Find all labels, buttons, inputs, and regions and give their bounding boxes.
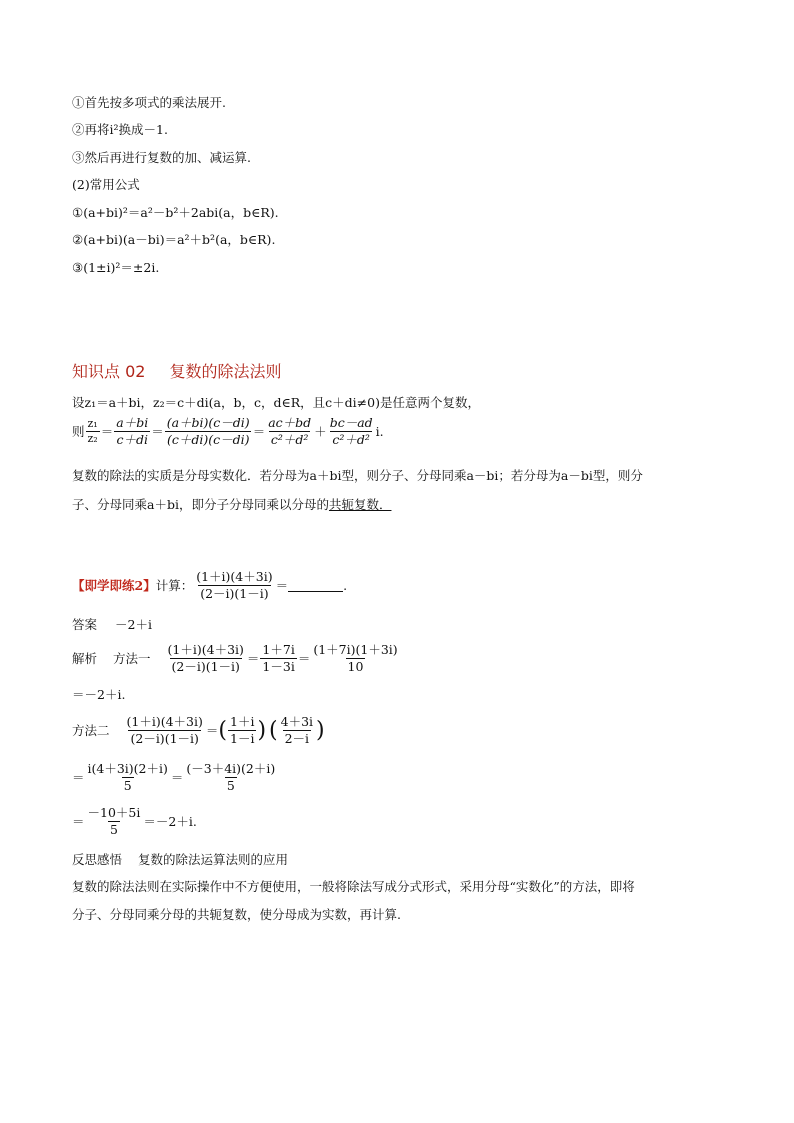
answer-blank: [288, 579, 343, 592]
formula-prefix: 则: [72, 424, 85, 440]
method-label: 方法二: [72, 723, 110, 739]
section-number: 知识点 02: [72, 362, 146, 381]
fraction: $\frac{1+7i}{1-3i}$: [262, 642, 295, 674]
fraction: $\frac{\text{z₁}}{\text{z₂}}$: [87, 416, 98, 445]
paragraph-line: 复数的除法的实质是分母实数化．若分母为a＋bi型，则分子、分母同乘a－bi；若分母为a－bi型，则分: [72, 468, 643, 483]
fraction: $\frac{(1+i)(4+3i)}{(2-i)(1-i)}$: [126, 714, 203, 746]
equals-sign: ＝: [275, 578, 289, 594]
formula-line: ③(1±i)²＝±2i.: [72, 260, 160, 275]
paragraph-text: 子、分母同乘a＋bi，即分子分母同乘以分母的: [72, 497, 329, 512]
underlined-term: 共轭复数．: [328, 497, 392, 512]
fraction: $\frac{(1+7i)(1+3i)}{10}$: [313, 642, 398, 674]
fraction: $\frac{(a+bi)(c-di)}{(c+di)(c-di)}$: [166, 415, 250, 447]
paragraph-line: [72, 496, 391, 514]
reflect-title: 复数的除法运算法则的应用: [138, 852, 289, 867]
fraction: $\frac{(1+i)(4+3i)}{(2-i)(1-i)}$: [196, 569, 273, 601]
fraction: $\frac{4+3i}{2-i}$: [280, 714, 314, 746]
solution-line: ＝ $\frac{-10+5i}{5}$ ＝－2＋i.: [72, 805, 197, 837]
fraction: $\frac{(1+i)(4+3i)}{(2-i)(1-i)}$: [167, 642, 244, 674]
formula-line: ②(a+bi)(a－bi)＝a²＋b²(a，b∈R).: [72, 232, 276, 247]
reflect-label: 反思感悟: [72, 852, 123, 867]
division-formula: 则 $\frac{\text{z₁}}{\text{z₂}}$ ＝ $\frac{a+bi}{c+di}$ ＝ $\frac{(a+bi)(c-di)}{(c+di)(c-di)}$ ＝ $\frac{ac+bd}{\text{c²＋d²}}$ ＋ $\frac{bc-ad}{\text{c²＋d²}}$ i.: [72, 415, 384, 447]
paragraph-line: 分子、分母同乘分母的共轭复数，使分母成为实数，再计算.: [72, 907, 401, 922]
exercise-line: 【即学即练2】 计算： $\frac{(1+i)(4+3i)}{(2-i)(1-i)}$ ＝ .: [72, 569, 348, 601]
text-line: ③然后再进行复数的加、减运算.: [72, 150, 251, 165]
solution-label: 解析: [72, 651, 98, 667]
answer-line: [72, 616, 152, 634]
answer-value: －2＋i: [115, 617, 152, 632]
text-line: (2)常用公式: [72, 177, 140, 192]
paragraph-line: 复数的除法法则在实际操作中不方便使用，一般将除法写成分式形式，采用分母“实数化”的方法，即将: [72, 879, 635, 894]
exercise-label: 计算：: [155, 578, 194, 594]
fraction: $\frac{-10+5i}{5}$: [87, 805, 141, 837]
fraction: $\frac{bc-ad}{\text{c²＋d²}}$: [329, 415, 373, 447]
solution-line: 解析 方法一 $\frac{(1+i)(4+3i)}{(2-i)(1-i)}$ ＝ $\frac{1+7i}{1-3i}$ ＝ $\frac{(1+7i)(1+3i)}{10}$: [72, 642, 398, 674]
fraction: $\frac{ac+bd}{\text{c²＋d²}}$: [268, 415, 312, 447]
fraction: $\frac{a+bi}{c+di}$: [116, 415, 149, 447]
answer-label: 答案: [72, 617, 98, 632]
solution-line: ＝ $\frac{i(4+3i)(2+i)}{5}$ ＝ $\frac{(-3+4i)(2+i)}{5}$: [72, 761, 276, 793]
section-heading: [72, 359, 281, 382]
exercise-tag: 【即学即练2】: [72, 578, 156, 594]
formula-line: ①(a+bi)²＝a²－b²＋2abi(a，b∈R).: [72, 205, 279, 220]
result-text: ＝－2＋i.: [143, 814, 197, 830]
method-label: 方法一: [113, 651, 151, 667]
text-line: ①首先按多项式的乘法展开.: [72, 95, 226, 110]
fraction: $\frac{(-3+4i)(2+i)}{5}$: [186, 761, 276, 793]
solution-line: 方法二 $\frac{(1+i)(4+3i)}{(2-i)(1-i)}$ ＝ ( $\frac{1+i}{1-i}$ ) ( $\frac{4+3i}{2-i}$ ): [72, 714, 325, 746]
fraction: $\frac{i(4+3i)(2+i)}{5}$: [87, 761, 168, 793]
fraction: $\frac{1+i}{1-i}$: [230, 714, 255, 746]
definition-line: 设z₁＝a＋bi，z₂＝c＋di(a，b，c，d∈R，且c＋di≠0)是任意两个复数，: [72, 395, 480, 410]
formula-tail: i.: [375, 423, 384, 439]
text-line: ②再将i²换成－1.: [72, 122, 168, 137]
result-line: ＝－2＋i.: [72, 687, 126, 702]
section-title: 复数的除法法则: [169, 362, 282, 381]
reflect-heading: [72, 851, 288, 869]
